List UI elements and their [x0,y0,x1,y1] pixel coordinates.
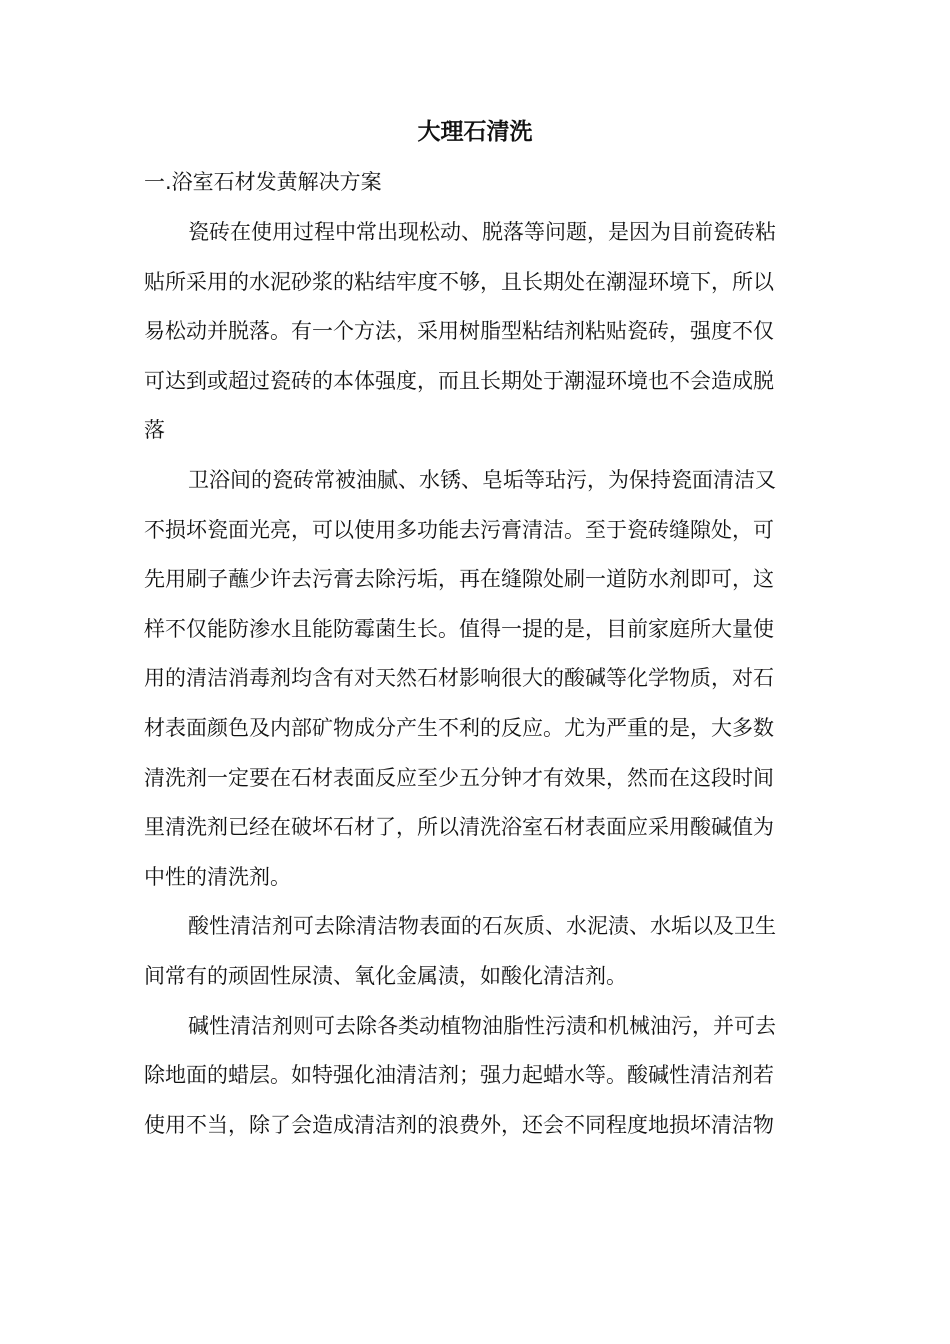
paragraph-line: 可达到或超过瓷砖的本体强度，而且长期处于潮湿环境也不会造成脱 [144,368,774,393]
document-title: 大理石清洗 [417,119,533,145]
paragraph-1 [144,212,814,460]
paragraph-2 [144,460,814,906]
paragraph-line: 卫浴间的瓷砖常被油腻、水锈、皂垢等玷污，为保持瓷面清洁又 [188,467,776,492]
paragraph-line: 除地面的蜡层。如特强化油清洁剂；强力起蜡水等。酸碱性清洁剂若 [144,1063,774,1088]
paragraph-4 [144,1006,814,1155]
paragraph-line: 里清洗剂已经在破坏石材了，所以清洗浴室石材表面应采用酸碱值为 [144,815,774,840]
paragraph-line: 样不仅能防渗水且能防霉菌生长。值得一提的是，目前家庭所大量使 [144,616,774,641]
paragraph-line: 材表面颜色及内部矿物成分产生不利的反应。尤为严重的是，大多数 [144,715,774,740]
paragraph-3 [144,906,814,1005]
paragraph-line: 碱性清洁剂则可去除各类动植物油脂性污渍和机械油污，并可去 [188,1013,776,1038]
paragraph-line: 易松动并脱落。有一个方法，采用树脂型粘结剂粘贴瓷砖，强度不仅 [144,319,774,344]
paragraph-line: 不损坏瓷面光亮，可以使用多功能去污膏清洁。至于瓷砖缝隙处，可 [144,517,774,542]
paragraph-line: 落 [144,418,165,443]
body-text [144,212,814,1154]
paragraph-line: 瓷砖在使用过程中常出现松动、脱落等问题，是因为目前瓷砖粘 [188,220,776,244]
paragraph-line: 贴所采用的水泥砂浆的粘结牢度不够，且长期处在潮湿环境下，所以 [144,269,774,294]
paragraph-line: 使用不当，除了会造成清洁剂的浪费外，还会不同程度地损坏清洁物 [144,1112,774,1137]
paragraph-line: 酸性清洁剂可去除清洁物表面的石灰质、水泥渍、水垢以及卫生 [188,914,776,939]
paragraph-line: 中性的清洗剂。 [144,864,291,889]
section-heading: 一.浴室石材发黄解决方案 [144,170,382,194]
paragraph-line: 用的清洁消毒剂均含有对天然石材影响很大的酸碱等化学物质，对石 [144,666,774,691]
paragraph-line: 间常有的顽固性尿渍、氧化金属渍，如酸化清洁剂。 [144,963,627,988]
paragraph-line: 先用刷子蘸少许去污膏去除污垢，再在缝隙处刷一道防水剂即可，这 [144,567,774,592]
paragraph-line: 清洗剂一定要在石材表面反应至少五分钟才有效果，然而在这段时间 [144,765,774,790]
